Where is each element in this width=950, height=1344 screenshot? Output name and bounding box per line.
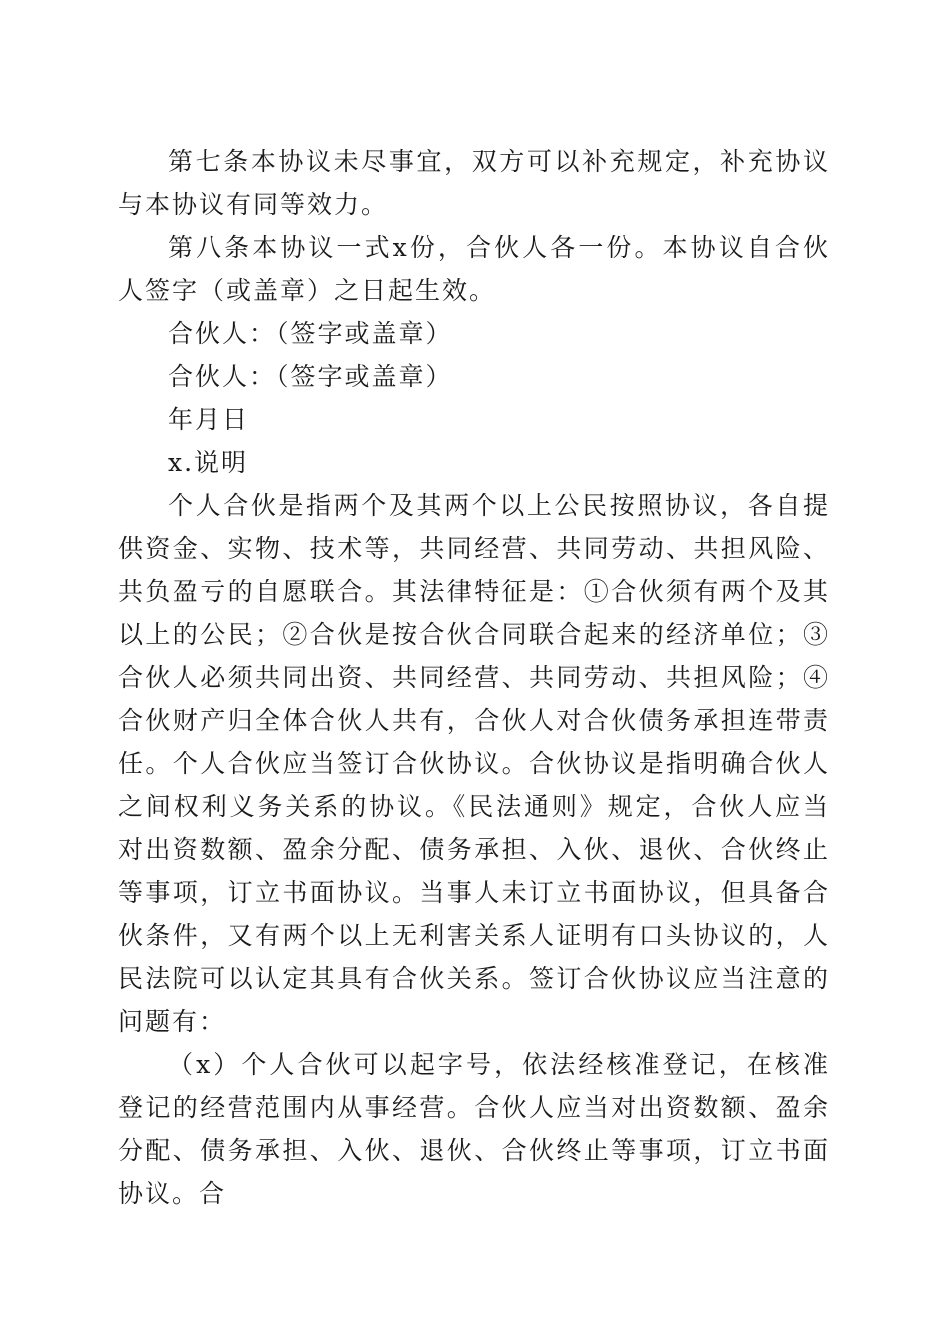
partner-signature-line-2: 合伙人：（签字或盖章） bbox=[168, 362, 453, 391]
section-heading-explanation: x.说明 bbox=[168, 448, 249, 477]
article-7-paragraph: 第七条本协议未尽事宜，双方可以补充规定，补充协议与本协议有同等效力。 bbox=[118, 147, 830, 219]
document-body bbox=[118, 140, 830, 1215]
partner-signature-line-1: 合伙人：（签字或盖章） bbox=[168, 319, 453, 348]
explanation-paragraph: 个人合伙是指两个及其两个以上公民按照协议，各自提供资金、实物、技术等，共同经营、共同劳动、共担风险、共负盈亏的自愿联合。其法律特征是：①合伙须有两个及其以上的公民；②合伙是按合伙合同联合起来的经济单位；③合伙人必须共同出资、共同经营、共同劳动、共担风险；④合伙财产归全体合伙人共有，合伙人对合伙债务承担连带责任。个人合伙应当签订合伙协议。合伙协议是指明确合伙人之间权利义务关系的协议。《民法通则》规定，合伙人应当对出资数额、盈余分配、债务承担、入伙、退伙、合伙终止等事项，订立书面协议。当事人未订立书面协议，但具备合伙条件，又有两个以上无利害关系人证明有口头协议的，人民法院可以认定其具有合伙关系。签订合伙协议应当注意的问题有： bbox=[118, 491, 830, 1036]
article-8-paragraph: 第八条本协议一式x份，合伙人各一份。本协议自合伙人签字（或盖章）之日起生效。 bbox=[118, 233, 830, 305]
note-x-paragraph: （x）个人合伙可以起字号，依法经核准登记，在核准登记的经营范围内从事经营。合伙人应当对出资数额、盈余分配、债务承担、入伙、退伙、合伙终止等事项，订立书面协议。合 bbox=[118, 1050, 830, 1208]
date-line: 年月日 bbox=[168, 405, 250, 434]
